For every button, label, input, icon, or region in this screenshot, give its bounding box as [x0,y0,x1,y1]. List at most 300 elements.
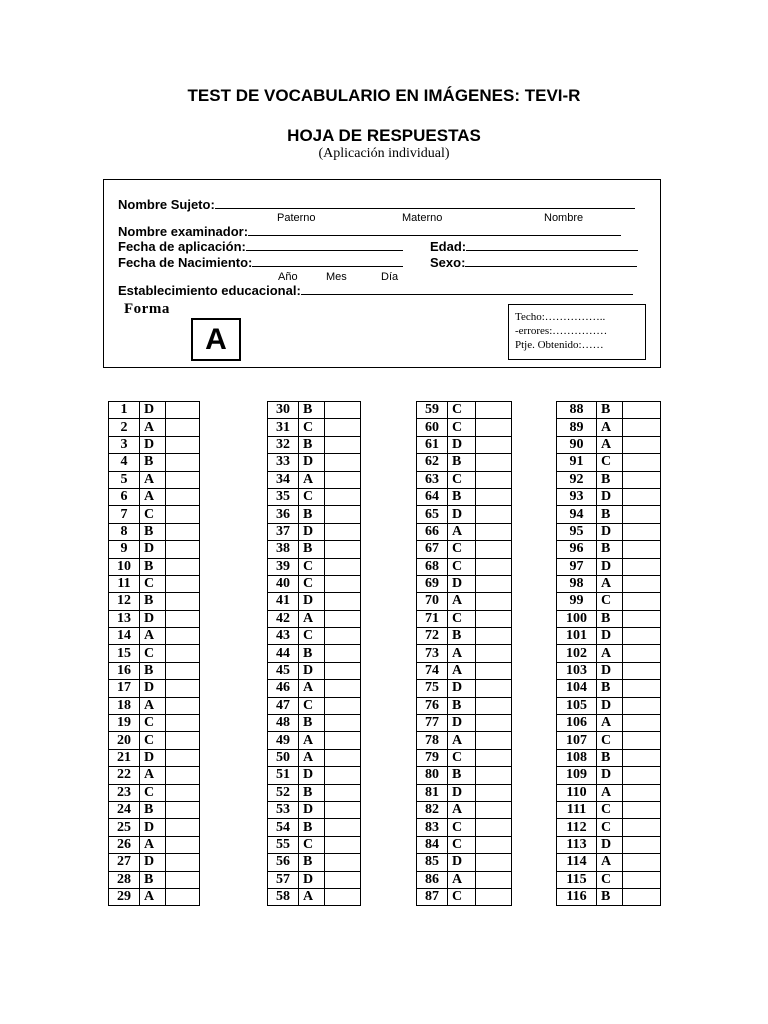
correct-answer: A [140,888,166,905]
item-number: 89 [557,419,597,436]
response-cell[interactable] [476,715,512,732]
response-cell[interactable] [623,628,661,645]
answer-row [109,402,200,419]
item-number: 108 [557,749,597,766]
correct-answer: C [299,558,325,575]
item-number: 93 [557,488,597,505]
answer-row [417,854,512,871]
item-number: 87 [417,888,448,905]
correct-answer: C [299,628,325,645]
correct-answer: B [597,471,623,488]
response-cell[interactable] [325,801,361,818]
correct-answer: A [597,645,623,662]
response-cell[interactable] [623,732,661,749]
response-cell[interactable] [325,471,361,488]
response-cell[interactable] [166,732,200,749]
item-number: 57 [268,871,299,888]
answer-row [268,680,361,697]
response-cell[interactable] [623,436,661,453]
response-cell[interactable] [623,575,661,592]
response-cell[interactable] [623,506,661,523]
response-cell[interactable] [166,523,200,540]
response-cell[interactable] [623,784,661,801]
response-cell[interactable] [476,767,512,784]
response-cell[interactable] [623,454,661,471]
answer-row [268,593,361,610]
correct-answer: A [597,784,623,801]
answer-row [417,801,512,818]
answer-row [268,558,361,575]
correct-answer: A [299,888,325,905]
item-number: 32 [268,436,299,453]
response-cell[interactable] [325,888,361,905]
item-number: 92 [557,471,597,488]
answer-table-2 [267,401,361,906]
response-cell[interactable] [325,454,361,471]
answer-row [268,715,361,732]
answer-row [268,819,361,836]
response-cell[interactable] [476,645,512,662]
sex-field[interactable] [465,256,637,267]
correct-answer: B [299,819,325,836]
response-cell[interactable] [476,402,512,419]
item-number: 63 [417,471,448,488]
item-number: 36 [268,506,299,523]
item-number: 26 [109,836,140,853]
response-cell[interactable] [476,523,512,540]
answer-row [417,784,512,801]
item-number: 67 [417,541,448,558]
age-field[interactable] [466,240,638,251]
response-cell[interactable] [476,436,512,453]
correct-answer: B [597,888,623,905]
item-number: 94 [557,506,597,523]
answer-row [268,541,361,558]
response-cell[interactable] [325,819,361,836]
answer-row [557,454,661,471]
response-cell[interactable] [166,819,200,836]
correct-answer: C [140,575,166,592]
correct-answer: A [140,419,166,436]
item-number: 50 [268,749,299,766]
answer-row [557,697,661,714]
item-number: 53 [268,801,299,818]
correct-answer: A [140,628,166,645]
correct-answer: D [597,488,623,505]
answer-row [109,523,200,540]
answer-row [557,558,661,575]
response-cell[interactable] [166,575,200,592]
response-cell[interactable] [623,593,661,610]
correct-answer: B [140,871,166,888]
response-cell[interactable] [166,436,200,453]
answer-row [557,784,661,801]
answer-row [109,784,200,801]
answer-row [268,749,361,766]
item-number: 73 [417,645,448,662]
sex-row: Sexo: [430,255,637,270]
response-cell[interactable] [476,662,512,679]
response-cell[interactable] [325,436,361,453]
response-cell[interactable] [325,749,361,766]
item-number: 22 [109,767,140,784]
correct-answer: C [597,732,623,749]
answer-row [417,541,512,558]
response-cell[interactable] [166,715,200,732]
correct-answer: C [448,836,476,853]
sex-label: Sexo [430,255,462,270]
correct-answer: B [597,610,623,627]
response-cell[interactable] [476,419,512,436]
response-cell[interactable] [325,593,361,610]
response-cell[interactable] [325,523,361,540]
score-line: Ptje. Obtenido:…… [515,339,604,351]
application-date-field[interactable] [246,240,403,251]
response-cell[interactable] [166,680,200,697]
response-cell[interactable] [166,854,200,871]
response-cell[interactable] [476,871,512,888]
response-cell[interactable] [325,732,361,749]
response-cell[interactable] [623,610,661,627]
response-cell[interactable] [476,541,512,558]
item-number: 3 [109,436,140,453]
response-cell[interactable] [325,575,361,592]
response-cell[interactable] [476,697,512,714]
response-cell[interactable] [623,801,661,818]
response-cell[interactable] [166,628,200,645]
correct-answer: C [140,784,166,801]
item-number: 17 [109,680,140,697]
application-date-label: Fecha de aplicación [118,239,242,254]
response-cell[interactable] [476,488,512,505]
answer-row [557,715,661,732]
item-number: 101 [557,628,597,645]
answer-row [268,801,361,818]
response-cell[interactable] [476,575,512,592]
response-cell[interactable] [325,419,361,436]
answer-row [557,801,661,818]
response-cell[interactable] [623,523,661,540]
response-cell[interactable] [325,784,361,801]
correct-answer: D [140,819,166,836]
response-cell[interactable] [623,854,661,871]
response-cell[interactable] [166,662,200,679]
correct-answer: B [448,697,476,714]
correct-answer: D [140,402,166,419]
response-cell[interactable] [325,871,361,888]
response-cell[interactable] [623,471,661,488]
correct-answer: D [597,662,623,679]
correct-answer: A [140,488,166,505]
answer-row [417,662,512,679]
answer-row [417,471,512,488]
answer-row [109,697,200,714]
response-cell[interactable] [166,558,200,575]
correct-answer: B [299,402,325,419]
response-cell[interactable] [166,471,200,488]
response-cell[interactable] [325,628,361,645]
correct-answer: C [448,402,476,419]
item-number: 16 [109,662,140,679]
response-cell[interactable] [325,541,361,558]
response-cell[interactable] [623,541,661,558]
response-cell[interactable] [623,749,661,766]
response-cell[interactable] [476,610,512,627]
correct-answer: A [448,523,476,540]
answer-row [417,593,512,610]
response-cell[interactable] [325,715,361,732]
response-cell[interactable] [166,454,200,471]
response-cell[interactable] [166,419,200,436]
response-cell[interactable] [166,506,200,523]
item-number: 20 [109,732,140,749]
response-cell[interactable] [166,402,200,419]
item-number: 75 [417,680,448,697]
subject-name-row: Nombre Sujeto: [118,197,635,212]
correct-answer: B [597,680,623,697]
answer-row [268,488,361,505]
answer-row [268,767,361,784]
answer-row [557,767,661,784]
response-cell[interactable] [476,749,512,766]
correct-answer: C [140,645,166,662]
correct-answer: A [448,593,476,610]
response-cell[interactable] [623,819,661,836]
item-number: 106 [557,715,597,732]
answer-table-4 [556,401,661,906]
response-cell[interactable] [623,558,661,575]
answer-row [268,645,361,662]
correct-answer: D [299,662,325,679]
answer-row [109,645,200,662]
examiner-field[interactable] [248,225,621,236]
response-cell[interactable] [325,610,361,627]
subject-info-box [103,179,661,368]
subject-name-field[interactable] [215,198,635,209]
answer-row [417,645,512,662]
item-number: 116 [557,888,597,905]
answer-row [417,610,512,627]
answer-row [557,471,661,488]
response-cell[interactable] [325,767,361,784]
age-row: Edad: [430,239,638,254]
response-cell[interactable] [166,749,200,766]
correct-answer: D [448,575,476,592]
item-number: 21 [109,749,140,766]
response-cell[interactable] [166,836,200,853]
response-cell[interactable] [623,715,661,732]
correct-answer: C [597,454,623,471]
materno-hint: Materno [402,212,443,224]
item-number: 113 [557,836,597,853]
response-cell[interactable] [325,558,361,575]
response-cell[interactable] [623,680,661,697]
item-number: 79 [417,749,448,766]
correct-answer: D [597,628,623,645]
correct-answer: B [597,402,623,419]
response-cell[interactable] [325,506,361,523]
correct-answer: A [299,732,325,749]
examiner-label: Nombre examinador [118,224,244,239]
response-cell[interactable] [476,593,512,610]
response-cell[interactable] [623,488,661,505]
response-cell[interactable] [476,680,512,697]
school-field[interactable] [301,284,633,295]
item-number: 31 [268,419,299,436]
correct-answer: A [448,801,476,818]
response-cell[interactable] [325,854,361,871]
item-number: 114 [557,854,597,871]
item-number: 56 [268,854,299,871]
item-number: 70 [417,593,448,610]
correct-answer: A [597,854,623,871]
answer-row [268,610,361,627]
item-number: 18 [109,697,140,714]
response-cell[interactable] [166,610,200,627]
answer-row [109,819,200,836]
correct-answer: B [140,593,166,610]
answer-row [417,871,512,888]
correct-answer: D [299,767,325,784]
school-row: Establecimiento educacional: [118,283,633,298]
response-cell[interactable] [623,402,661,419]
answer-row [109,662,200,679]
item-number: 95 [557,523,597,540]
item-number: 83 [417,819,448,836]
item-number: 5 [109,471,140,488]
response-cell[interactable] [476,628,512,645]
item-number: 110 [557,784,597,801]
item-number: 112 [557,819,597,836]
answer-row [268,523,361,540]
item-number: 39 [268,558,299,575]
response-cell[interactable] [166,697,200,714]
answer-row [417,523,512,540]
correct-answer: A [299,680,325,697]
response-cell[interactable] [623,767,661,784]
response-cell[interactable] [325,645,361,662]
answer-row [557,506,661,523]
response-cell[interactable] [166,888,200,905]
response-cell[interactable] [623,645,661,662]
response-cell[interactable] [166,645,200,662]
answer-row [557,662,661,679]
response-cell[interactable] [166,801,200,818]
response-cell[interactable] [166,784,200,801]
correct-answer: D [299,454,325,471]
response-cell[interactable] [476,836,512,853]
item-number: 7 [109,506,140,523]
response-cell[interactable] [325,662,361,679]
response-cell[interactable] [166,488,200,505]
response-cell[interactable] [325,680,361,697]
item-number: 52 [268,784,299,801]
correct-answer: A [299,610,325,627]
item-number: 84 [417,836,448,853]
response-cell[interactable] [476,732,512,749]
response-cell[interactable] [476,801,512,818]
correct-answer: D [597,697,623,714]
correct-answer: D [448,680,476,697]
answer-row [557,575,661,592]
examiner-row: Nombre examinador: [118,224,621,239]
answer-row [557,836,661,853]
correct-answer: A [448,645,476,662]
item-number: 103 [557,662,597,679]
response-cell[interactable] [476,819,512,836]
response-cell[interactable] [476,506,512,523]
answer-row [557,854,661,871]
response-cell[interactable] [166,541,200,558]
correct-answer: B [299,506,325,523]
response-cell[interactable] [166,767,200,784]
correct-answer: A [597,715,623,732]
response-cell[interactable] [325,697,361,714]
correct-answer: C [448,749,476,766]
correct-answer: A [140,471,166,488]
response-cell[interactable] [325,402,361,419]
correct-answer: A [448,871,476,888]
birth-date-field[interactable] [252,256,403,267]
answer-row [268,436,361,453]
answer-row [109,593,200,610]
item-number: 14 [109,628,140,645]
answer-row [268,628,361,645]
sheet-title: HOJA DE RESPUESTAS [287,126,481,145]
response-cell[interactable] [166,593,200,610]
response-cell[interactable] [623,662,661,679]
item-number: 76 [417,697,448,714]
answer-row [268,506,361,523]
response-cell[interactable] [166,871,200,888]
response-cell[interactable] [623,419,661,436]
correct-answer: C [140,715,166,732]
answer-row [557,732,661,749]
correct-answer: C [140,506,166,523]
correct-answer: C [299,575,325,592]
response-cell[interactable] [476,888,512,905]
answer-row [557,628,661,645]
response-cell[interactable] [476,854,512,871]
correct-answer: D [140,541,166,558]
response-cell[interactable] [476,558,512,575]
response-cell[interactable] [623,836,661,853]
item-number: 2 [109,419,140,436]
answer-row [109,419,200,436]
forma-value-box: A [191,318,241,361]
correct-answer: A [448,732,476,749]
response-cell[interactable] [325,488,361,505]
response-cell[interactable] [476,471,512,488]
item-number: 61 [417,436,448,453]
response-cell[interactable] [623,888,661,905]
response-cell[interactable] [623,871,661,888]
answer-row [268,888,361,905]
correct-answer: C [448,610,476,627]
answer-row [557,888,661,905]
correct-answer: D [448,715,476,732]
response-cell[interactable] [476,784,512,801]
item-number: 66 [417,523,448,540]
item-number: 1 [109,402,140,419]
correct-answer: B [140,558,166,575]
item-number: 62 [417,454,448,471]
correct-answer: D [597,558,623,575]
response-cell[interactable] [325,836,361,853]
response-cell[interactable] [623,697,661,714]
correct-answer: A [448,662,476,679]
response-cell[interactable] [476,454,512,471]
